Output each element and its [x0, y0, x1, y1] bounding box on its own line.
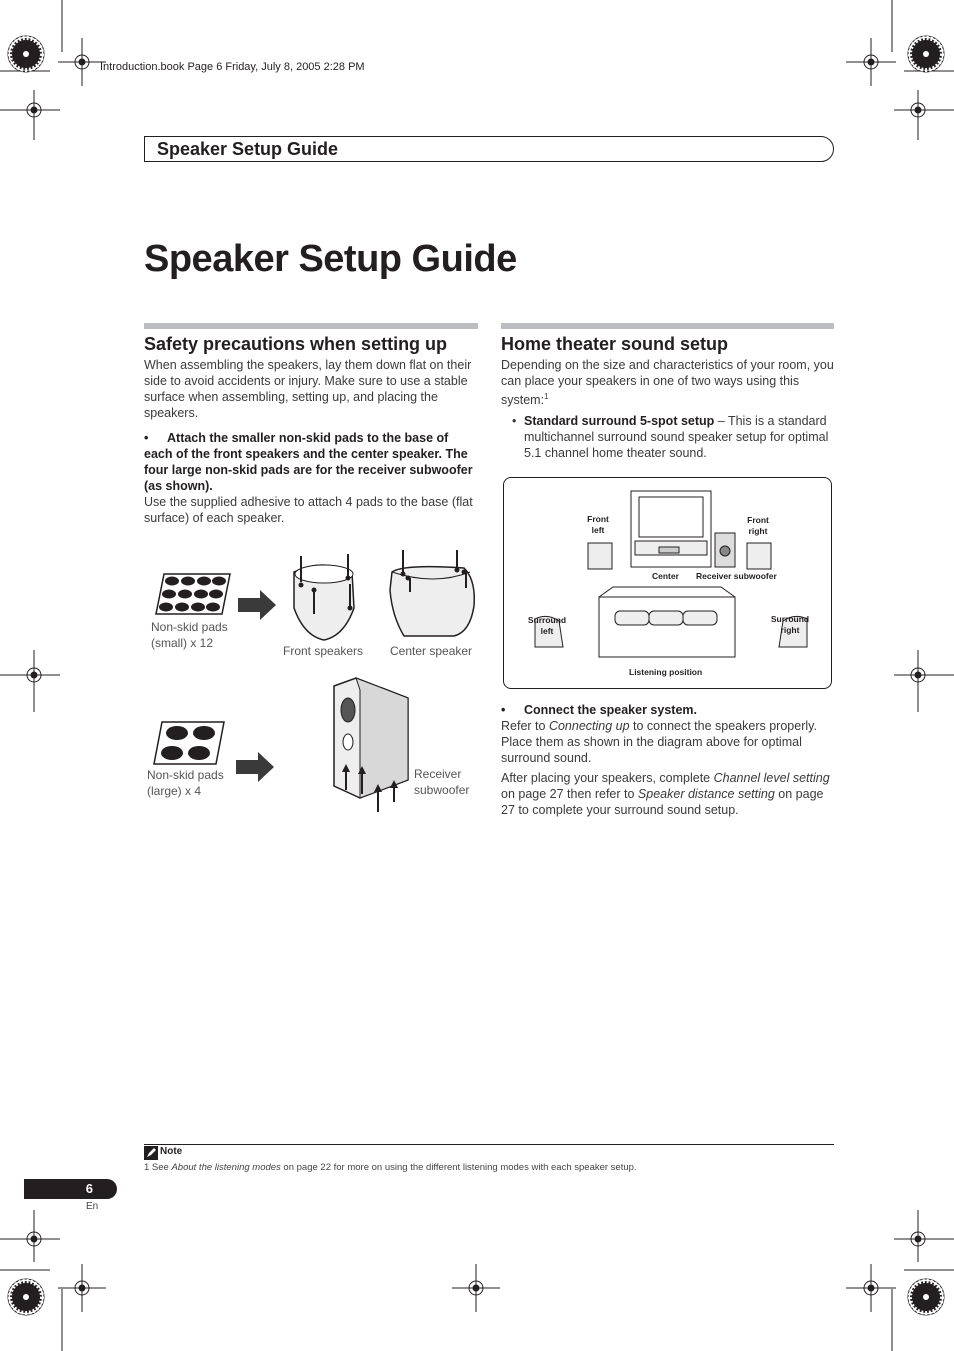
receiver-line2: subwoofer	[414, 783, 470, 797]
listening-modes-ref: About the listening modes	[171, 1162, 281, 1173]
surround-right-line1: Surround	[770, 614, 810, 624]
label-surround-right	[768, 614, 812, 636]
footnote	[144, 1162, 637, 1173]
large-pads-line2: (large) x 4	[147, 784, 202, 798]
intro-text: Depending on the size and characteristics of your room, you can place your speakers in one of two ways using this system:	[501, 358, 834, 408]
small-pads-line1: Non-skid pads	[151, 620, 228, 634]
p2-text-c: on page 27 to complete your surround sound setup.	[501, 787, 824, 817]
large-pads-caption	[147, 767, 224, 799]
label-front-left	[578, 514, 618, 536]
safety-intro: When assembling the speakers, lay them down flat on their side to avoid accidents or injury. Make sure to use a stable surface when assembling, setting up, and placing the speakers.	[144, 358, 472, 420]
bullet-dot: •	[512, 414, 517, 428]
label-surround-left	[525, 615, 569, 637]
footnote-text-b: on page 22 for more on using the different listening modes with each speaker setup.	[280, 1162, 637, 1173]
safety-bullet-text: Attach the smaller non-skid pads to the base of each of the front speakers and the center speaker. The four large non-skid pads are for the receiver subwoofer (as shown).	[144, 431, 473, 493]
safety-bullet	[144, 430, 478, 494]
language-code: En	[86, 1201, 99, 1212]
label-listening-position: Listening position	[629, 667, 703, 677]
safety-after: Use the supplied adhesive to attach 4 pads to the base (flat surface) of each speaker.	[144, 495, 473, 525]
after-placing-paragraph	[501, 770, 835, 818]
section-header-label: Speaker Setup Guide	[157, 139, 339, 159]
page-number-tab	[24, 1179, 117, 1199]
p2-text-a: After placing your speakers, complete	[501, 771, 714, 785]
channel-level-ref: Channel level setting	[713, 771, 830, 785]
center-speaker-caption: Center speaker	[390, 644, 473, 658]
note-label: Note	[160, 1146, 183, 1157]
surround-right-line2: right	[780, 625, 800, 635]
receiver-subwoofer-caption	[414, 766, 469, 798]
label-receiver-subwoofer: Receiver subwoofer	[696, 571, 777, 581]
front-right-line1: Front	[747, 515, 769, 525]
p2-text-b: on page 27 then refer to	[501, 787, 638, 801]
surround-left-line1: Surround	[527, 615, 567, 625]
small-pads-caption	[151, 619, 228, 651]
large-pads-line1: Non-skid pads	[147, 768, 224, 782]
front-speakers-caption: Front speakers	[283, 644, 364, 658]
speaker-distance-ref: Speaker distance setting	[637, 787, 775, 801]
small-pads-line2: (small) x 12	[151, 636, 214, 650]
label-front-right	[738, 515, 778, 537]
note-rule	[144, 1144, 834, 1145]
setup-bullet-title: Standard surround 5-spot setup	[524, 414, 715, 428]
front-left-line2: left	[591, 525, 605, 535]
note-icon	[144, 1146, 158, 1160]
connect-bullet	[501, 702, 835, 718]
label-center: Center	[652, 571, 679, 581]
connecting-up-ref: Connecting up	[548, 719, 630, 733]
setup-bullet-text: – This is a standard multichannel surround sound speaker setup for optimal 5.1 channel home theater sound.	[524, 414, 829, 460]
front-left-line1: Front	[587, 514, 609, 524]
surround-left-line2: left	[540, 626, 554, 636]
section-bar-right	[501, 323, 834, 329]
section-bar-left	[144, 323, 478, 329]
section-header	[144, 136, 834, 162]
page-number: 6	[85, 1181, 93, 1196]
bullet-dot: •	[144, 431, 149, 445]
p1-text-a: Refer to	[501, 719, 549, 733]
p1-text-b: to connect the speakers properly. Place them as shown in the diagram above for optimal surround sound.	[501, 719, 817, 765]
connect-paragraph	[501, 718, 835, 766]
home-theater-heading: Home theater sound setup	[501, 334, 729, 354]
safety-heading: Safety precautions when setting up	[144, 334, 448, 354]
page-title: Speaker Setup Guide	[144, 238, 517, 280]
footnote-text-a: 1 See	[144, 1162, 172, 1173]
setup-bullet-body	[524, 413, 830, 461]
setup-bullet	[512, 413, 830, 461]
front-right-line2: right	[748, 526, 768, 536]
footnote-ref: 1	[544, 392, 549, 401]
speaker-layout-drawing	[503, 477, 832, 689]
connect-bullet-text: Connect the speaker system.	[524, 703, 697, 717]
print-info-line: Introduction.book Page 6 Friday, July 8, 2005 2:28 PM	[100, 61, 365, 73]
bullet-dot: •	[501, 703, 506, 717]
home-theater-intro	[501, 357, 835, 408]
receiver-line1: Receiver	[414, 767, 462, 781]
